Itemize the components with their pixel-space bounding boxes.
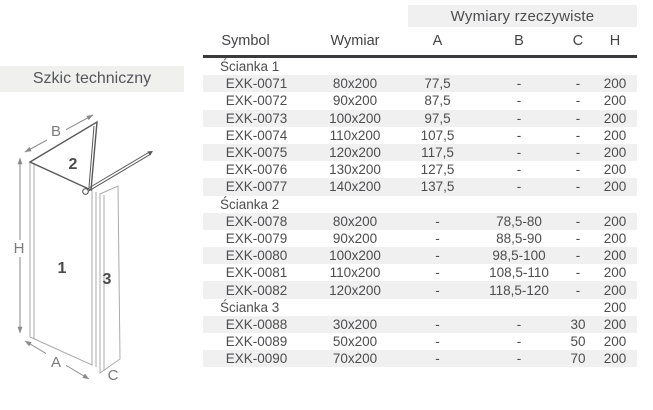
section-header-row: [203, 196, 637, 213]
table-row: [203, 213, 637, 230]
cell-c: 30: [570, 316, 586, 332]
col-wymiar: Wymiar: [330, 33, 380, 49]
cell-a: -: [435, 213, 440, 229]
cell-h: 200: [603, 299, 627, 315]
cell-symbol: EXK-0078: [225, 213, 288, 229]
cell-b: -: [516, 76, 522, 92]
cell-b: -: [516, 127, 522, 143]
cell-c: -: [575, 230, 581, 246]
table-row: [203, 247, 637, 264]
table-row: [203, 350, 637, 367]
cell-symbol: EXK-0076: [225, 162, 288, 178]
cell-a: 107,5: [420, 127, 455, 143]
cell-wymiar: 80x200: [332, 213, 378, 229]
table-row: [203, 264, 637, 281]
cell-symbol: EXK-0073: [225, 110, 288, 126]
cell-c: -: [575, 265, 581, 281]
cell-wymiar: 30x200: [332, 316, 378, 332]
cell-c: -: [575, 213, 581, 229]
cell-a: 127,5: [420, 162, 455, 178]
cell-wymiar: 130x200: [329, 162, 381, 178]
col-b: B: [514, 33, 524, 49]
table-row: [203, 92, 637, 109]
cell-wymiar: 110x200: [329, 127, 381, 143]
cell-symbol: EXK-0090: [225, 351, 288, 367]
cell-h: 200: [603, 316, 627, 332]
cell-b: -: [516, 334, 522, 350]
cell-h: 200: [603, 179, 627, 195]
cell-a: 77,5: [424, 76, 451, 92]
cell-symbol: EXK-0088: [225, 316, 288, 332]
dim-h-label: H: [13, 240, 25, 257]
cell-b: 78,5-80: [496, 213, 542, 229]
cell-h: 200: [603, 162, 627, 178]
cell-b: 118,5-120: [489, 282, 549, 298]
cell-symbol: EXK-0072: [225, 93, 288, 109]
cell-a: -: [435, 282, 440, 298]
cell-symbol: EXK-0074: [225, 127, 288, 143]
cell-c: -: [575, 76, 581, 92]
cell-h: 200: [603, 351, 627, 367]
cell-a: -: [435, 265, 440, 281]
cell-a: 97,5: [424, 110, 451, 126]
table-row: [203, 161, 637, 178]
cell-a: -: [435, 248, 440, 264]
cell-symbol: EXK-0082: [225, 282, 288, 298]
cell-a: 137,5: [420, 179, 455, 195]
support-bar-joint: [83, 189, 89, 195]
cell-b: -: [516, 110, 522, 126]
table-row: [203, 144, 637, 161]
table-row: [203, 75, 637, 92]
cell-c: -: [575, 282, 581, 298]
cell-h: 200: [603, 76, 627, 92]
cell-c: 70: [570, 351, 586, 367]
cell-c: -: [575, 145, 581, 161]
cell-a: -: [435, 351, 440, 367]
cell-a: -: [435, 334, 440, 350]
cell-wymiar: 90x200: [332, 93, 378, 109]
dim-b-label: B: [50, 123, 62, 140]
table-row: [203, 127, 637, 144]
cell-symbol: EXK-0080: [225, 248, 288, 264]
dim-a-label: A: [50, 354, 62, 371]
panel-1-label: 1: [57, 260, 67, 277]
cell-h: 200: [603, 248, 627, 264]
cell-c: -: [575, 127, 581, 143]
cell-symbol: EXK-0077: [225, 179, 288, 195]
cell-wymiar: 50x200: [332, 334, 378, 350]
support-bar-line-1: [85, 152, 149, 190]
cell-b: 98,5-100: [492, 248, 546, 264]
table-group-header: Wymiary rzeczywiste: [450, 7, 595, 25]
sketch-caption-band: [0, 66, 184, 92]
support-bar-tip: [147, 151, 153, 156]
table-row: [203, 230, 637, 247]
cell-wymiar: 90x200: [332, 230, 378, 246]
cell-h: 200: [603, 93, 627, 109]
cell-b: -: [516, 351, 522, 367]
cell-wymiar: 100x200: [329, 248, 381, 264]
cell-h: 200: [603, 334, 627, 350]
cell-a: 117,5: [421, 145, 454, 161]
cell-c: 50: [570, 334, 586, 350]
dim-c-label: C: [107, 367, 119, 384]
cell-wymiar: 100x200: [329, 110, 381, 126]
cell-h: 200: [603, 282, 627, 298]
cell-c: -: [575, 110, 581, 126]
cell-a: 87,5: [424, 93, 451, 109]
col-h: H: [609, 33, 621, 49]
cell-b: 108,5-110: [489, 265, 549, 281]
cell-b: -: [516, 145, 522, 161]
cell-h: 200: [603, 230, 627, 246]
cell-c: -: [575, 179, 581, 195]
cell-h: 200: [603, 213, 627, 229]
cell-b: -: [516, 162, 522, 178]
table-row: [203, 178, 637, 195]
table-row: [203, 281, 637, 298]
cell-a: -: [435, 230, 440, 246]
cell-h: 200: [603, 265, 627, 281]
col-a: A: [432, 33, 443, 49]
cell-wymiar: 140x200: [329, 179, 381, 195]
support-bar-line-2: [87, 154, 151, 192]
panel-2-label: 2: [68, 156, 78, 173]
cell-wymiar: 120x200: [329, 282, 381, 298]
cell-h: 200: [603, 110, 627, 126]
cell-c: -: [575, 248, 581, 264]
section-title: Ścianka 2: [220, 196, 280, 212]
technical-sketch: [0, 100, 180, 400]
table-header-row: [203, 27, 637, 58]
cell-symbol: EXK-0079: [225, 230, 288, 246]
table-row: [203, 110, 637, 127]
cell-wymiar: 70x200: [332, 351, 378, 367]
cell-symbol: EXK-0089: [225, 334, 288, 350]
table-body: [203, 58, 637, 367]
cell-wymiar: 80x200: [332, 76, 378, 92]
cell-wymiar: 120x200: [329, 145, 381, 161]
table-row: [203, 333, 637, 350]
section-title: Ścianka 1: [220, 59, 280, 75]
table-group-header-band: [408, 5, 637, 27]
cell-b: -: [516, 316, 522, 332]
cell-b: -: [516, 93, 522, 109]
col-c: C: [572, 33, 584, 49]
section-header-row: [203, 299, 637, 316]
sketch-caption: Szkic techniczny: [32, 70, 152, 87]
dimensions-table: [203, 5, 637, 367]
cell-symbol: EXK-0075: [225, 145, 288, 161]
cell-c: -: [575, 93, 581, 109]
cell-a: -: [435, 316, 440, 332]
panel-3-label: 3: [102, 271, 112, 288]
cell-c: -: [575, 162, 581, 178]
section-header-row: [203, 58, 637, 75]
col-symbol: Symbol: [221, 33, 270, 49]
cell-wymiar: 110x200: [329, 265, 381, 281]
cell-b: -: [516, 179, 522, 195]
cell-b: 88,5-90: [496, 230, 542, 246]
cell-h: 200: [603, 145, 627, 161]
cell-h: 200: [603, 127, 627, 143]
cell-symbol: EXK-0081: [225, 265, 288, 281]
section-title: Ścianka 3: [220, 299, 280, 315]
cell-symbol: EXK-0071: [225, 76, 288, 92]
table-row: [203, 316, 637, 333]
